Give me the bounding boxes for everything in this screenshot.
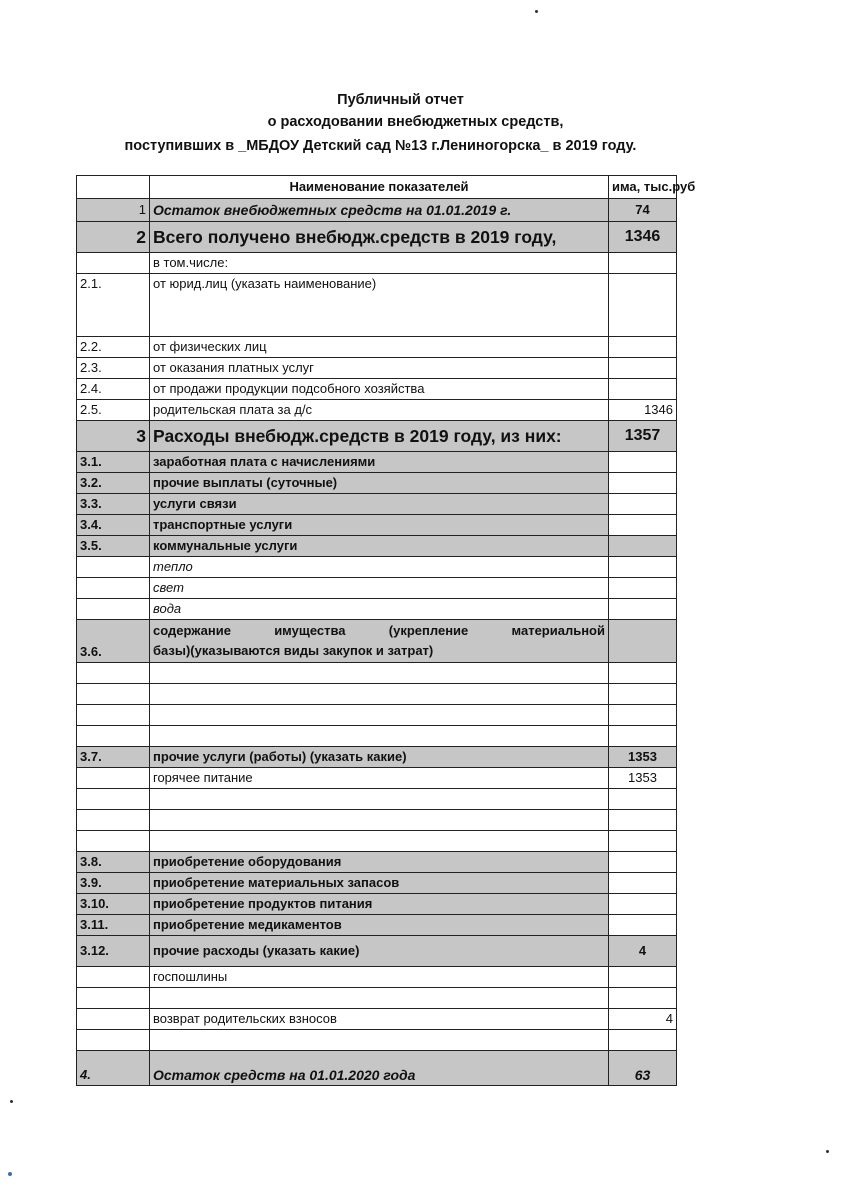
row-name: заработная плата с начислениями	[150, 452, 609, 473]
row-code: 1	[77, 199, 150, 222]
empty-cell	[609, 684, 677, 705]
report-subtitle: о расходовании внебюджетных средств,	[267, 114, 564, 130]
row-name: прочие расходы (указать какие)	[150, 936, 609, 967]
empty-cell	[77, 663, 150, 684]
row-name: Всего получено внебюдж.средств в 2019 году,	[150, 222, 609, 253]
row-name: услуги связи	[150, 494, 609, 515]
row-name: приобретение материальных запасов	[150, 873, 609, 894]
row-amount: 4	[609, 1009, 677, 1030]
row-code: 3	[77, 421, 150, 452]
row-code: 3.10.	[77, 894, 150, 915]
empty-cell	[150, 726, 609, 747]
scan-speck	[826, 1150, 829, 1153]
row-name: приобретение оборудования	[150, 852, 609, 873]
row-code: 2.1.	[77, 274, 150, 337]
row-code	[77, 768, 150, 789]
row-name: тепло	[150, 557, 609, 578]
row-name: госпошлины	[150, 967, 609, 988]
row-code: 3.1.	[77, 452, 150, 473]
empty-cell	[150, 705, 609, 726]
empty-cell	[77, 726, 150, 747]
table-header-row	[77, 176, 677, 199]
row-amount	[609, 599, 677, 620]
row-name: от физических лиц	[150, 337, 609, 358]
header-amount-cell: има, тыс.руб	[609, 176, 677, 199]
empty-cell	[77, 705, 150, 726]
table-row	[77, 494, 677, 515]
empty-cell	[609, 663, 677, 684]
table-row	[77, 400, 677, 421]
row-name: Остаток средств на 01.01.2020 года	[150, 1051, 609, 1086]
table-row	[77, 515, 677, 536]
row-name: Расходы внебюдж.средств в 2019 году, из них:	[150, 421, 609, 452]
table-row	[77, 536, 677, 557]
empty-cell	[150, 789, 609, 810]
table-row	[77, 379, 677, 400]
row-amount: 63	[609, 1051, 677, 1086]
scan-speck	[8, 1172, 12, 1176]
row-name: родительская плата за д/с	[150, 400, 609, 421]
table-row	[77, 222, 677, 253]
row-code: 2.5.	[77, 400, 150, 421]
row-code	[77, 599, 150, 620]
row-amount: 1357	[609, 421, 677, 452]
table-row	[77, 894, 677, 915]
row-amount	[609, 452, 677, 473]
row-name: Остаток внебюджетных средств на 01.01.2019 г.	[150, 199, 609, 222]
table-row	[77, 274, 677, 337]
table-row	[77, 747, 677, 768]
expense-report-table	[76, 175, 696, 1086]
empty-cell	[150, 663, 609, 684]
table-row	[77, 726, 677, 747]
row-code: 3.4.	[77, 515, 150, 536]
row-code: 2.4.	[77, 379, 150, 400]
table-row	[77, 421, 677, 452]
table-row	[77, 810, 677, 831]
row-amount	[609, 494, 677, 515]
table-row	[77, 873, 677, 894]
row-code	[77, 557, 150, 578]
table-row	[77, 967, 677, 988]
empty-cell	[77, 988, 150, 1009]
empty-cell	[609, 789, 677, 810]
row-code: 3.9.	[77, 873, 150, 894]
row-amount	[609, 578, 677, 599]
row-code: 2.2.	[77, 337, 150, 358]
empty-cell	[609, 988, 677, 1009]
table-row	[77, 557, 677, 578]
row-amount	[609, 515, 677, 536]
row-amount	[609, 915, 677, 936]
row-code: 3.11.	[77, 915, 150, 936]
row-code	[77, 1009, 150, 1030]
table-row	[77, 852, 677, 873]
empty-cell	[150, 810, 609, 831]
row-name-line2: базы)(указываются виды закупок и затрат)	[153, 643, 434, 658]
report-title: Публичный отчет	[337, 92, 464, 108]
row-name: прочие услуги (работы) (указать какие)	[150, 747, 609, 768]
header-name-cell: Наименование показателей	[150, 176, 609, 199]
row-code: 2.3.	[77, 358, 150, 379]
table-row	[77, 1051, 677, 1086]
row-amount: 1353	[609, 747, 677, 768]
row-amount	[609, 620, 677, 663]
row-code	[77, 253, 150, 274]
table-row	[77, 915, 677, 936]
empty-cell	[77, 810, 150, 831]
row-name	[150, 620, 609, 663]
table-row	[77, 705, 677, 726]
table-row	[77, 599, 677, 620]
row-name: транспортные услуги	[150, 515, 609, 536]
row-amount: 1346	[609, 400, 677, 421]
table-row	[77, 253, 677, 274]
row-name: в том.числе:	[150, 253, 609, 274]
row-amount	[609, 967, 677, 988]
table-row	[77, 684, 677, 705]
empty-cell	[609, 705, 677, 726]
row-amount	[609, 873, 677, 894]
row-name: возврат родительских взносов	[150, 1009, 609, 1030]
empty-cell	[150, 831, 609, 852]
row-amount	[609, 473, 677, 494]
row-amount	[609, 274, 677, 337]
row-code: 3.3.	[77, 494, 150, 515]
table-row	[77, 936, 677, 967]
row-code: 3.2.	[77, 473, 150, 494]
row-code: 4.	[77, 1051, 150, 1086]
empty-cell	[150, 988, 609, 1009]
table-row	[77, 578, 677, 599]
row-amount: 4	[609, 936, 677, 967]
table-row	[77, 1009, 677, 1030]
row-amount	[609, 557, 677, 578]
table-row	[77, 831, 677, 852]
table-row	[77, 1030, 677, 1051]
row-code	[77, 967, 150, 988]
row-name: от юрид.лиц (указать наименование)	[150, 274, 609, 337]
table-row	[77, 337, 677, 358]
scan-speck	[535, 10, 538, 13]
empty-cell	[609, 810, 677, 831]
table-row	[77, 452, 677, 473]
row-name: от продажи продукции подсобного хозяйства	[150, 379, 609, 400]
row-amount	[609, 852, 677, 873]
row-name: приобретение продуктов питания	[150, 894, 609, 915]
row-amount	[609, 253, 677, 274]
empty-cell	[77, 831, 150, 852]
table-row	[77, 789, 677, 810]
row-amount	[609, 379, 677, 400]
row-name: коммунальные услуги	[150, 536, 609, 557]
row-code: 3.6.	[77, 620, 150, 663]
row-name: прочие выплаты (суточные)	[150, 473, 609, 494]
empty-cell	[150, 684, 609, 705]
empty-cell	[77, 789, 150, 810]
empty-cell	[150, 1030, 609, 1051]
table-row	[77, 663, 677, 684]
row-amount	[609, 337, 677, 358]
row-amount	[609, 358, 677, 379]
empty-cell	[77, 1030, 150, 1051]
row-amount: 1346	[609, 222, 677, 253]
table-row	[77, 768, 677, 789]
row-code: 3.8.	[77, 852, 150, 873]
row-name: приобретение медикаментов	[150, 915, 609, 936]
empty-cell	[77, 684, 150, 705]
empty-cell	[609, 831, 677, 852]
row-code: 3.7.	[77, 747, 150, 768]
table-row	[77, 473, 677, 494]
row-code: 2	[77, 222, 150, 253]
row-name-line1: содержание имущества (укрепление материальной	[153, 623, 605, 638]
row-name: от оказания платных услуг	[150, 358, 609, 379]
row-name: горячее питание	[150, 768, 609, 789]
row-code: 3.5.	[77, 536, 150, 557]
row-amount: 74	[609, 199, 677, 222]
row-amount	[609, 894, 677, 915]
row-amount	[609, 536, 677, 557]
row-name: вода	[150, 599, 609, 620]
table-row	[77, 199, 677, 222]
header-code-cell	[77, 176, 150, 199]
row-amount: 1353	[609, 768, 677, 789]
row-code	[77, 578, 150, 599]
row-code: 3.12.	[77, 936, 150, 967]
report-subtitle-institution: поступивших в _МБДОУ Детский сад №13 г.Лениногорска_ в 2019 году.	[124, 138, 637, 154]
row-name: свет	[150, 578, 609, 599]
table-row	[77, 620, 677, 663]
table-row	[77, 988, 677, 1009]
scan-speck	[10, 1100, 13, 1103]
empty-cell	[609, 726, 677, 747]
empty-cell	[609, 1030, 677, 1051]
table-row	[77, 358, 677, 379]
